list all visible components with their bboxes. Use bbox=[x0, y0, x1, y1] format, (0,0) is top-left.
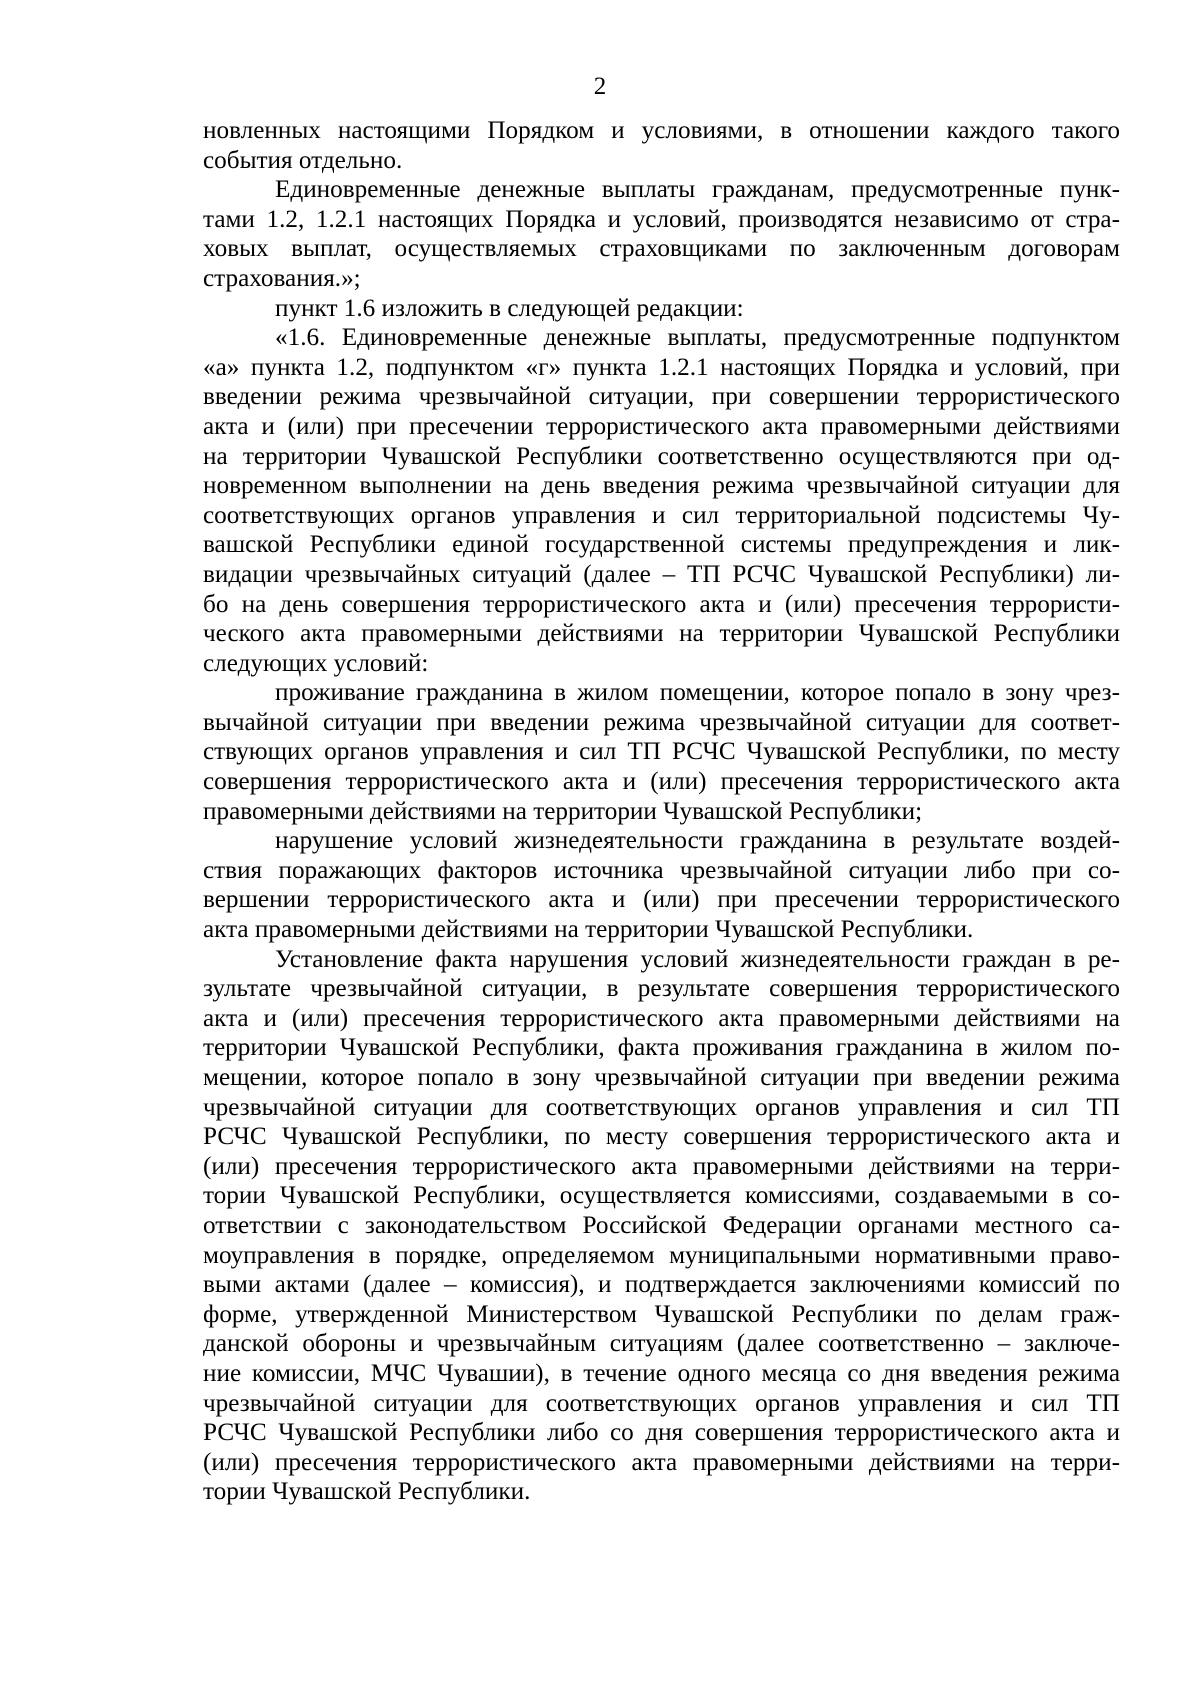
text-line: бо на день совершения террористического акта и (или) пресечения террористи- bbox=[203, 590, 1120, 618]
text-line: ствующих органов управления и сил ТП РСЧС Чувашской Республики, по месту bbox=[203, 738, 1120, 766]
text-line: данской обороны и чрезвычайным ситуациям (далее соответственно – заключе- bbox=[203, 1330, 1120, 1358]
text-line: видации чрезвычайных ситуаций (далее – ТП РСЧС Чувашской Республики) ли- bbox=[203, 560, 1120, 588]
text-line: вычайной ситуации при введении режима чрезвычайной ситуации для соответ- bbox=[203, 708, 1120, 736]
text-line: пункт 1.6 изложить в следующей редакции: bbox=[275, 294, 744, 322]
text-line: зультате чрезвычайной ситуации, в результате совершения террористического bbox=[203, 975, 1120, 1003]
page-number: 2 bbox=[593, 73, 607, 100]
text-line: страхования.»; bbox=[203, 264, 361, 292]
text-line: моуправления в порядке, определяемом муниципальными нормативными право- bbox=[203, 1241, 1120, 1269]
text-line: соответствующих органов управления и сил территориальной подсистемы Чу- bbox=[203, 501, 1120, 529]
text-line: чрезвычайной ситуации для соответствующих органов управления и сил ТП bbox=[203, 1093, 1120, 1121]
text-line: на территории Чувашской Республики соответственно осуществляются при од- bbox=[203, 442, 1120, 470]
text-line: ние комиссии, МЧС Чувашии), в течение одного месяца со дня введения режима bbox=[203, 1359, 1120, 1387]
text-line: тории Чувашской Республики, осуществляется комиссиями, создаваемыми в со- bbox=[203, 1182, 1120, 1210]
text-line: тами 1.2, 1.2.1 настоящих Порядка и условий, производятся независимо от стра- bbox=[203, 205, 1120, 233]
text-line: чрезвычайной ситуации для соответствующих органов управления и сил ТП bbox=[203, 1389, 1120, 1417]
text-line: РСЧС Чувашской Республики, по месту совершения террористического акта и bbox=[203, 1123, 1120, 1151]
text-line: события отдельно. bbox=[203, 146, 403, 174]
document-body bbox=[203, 116, 1120, 1507]
text-line: акта и (или) пресечения террористического акта правомерными действиями на bbox=[203, 1004, 1120, 1032]
text-line: вашской Республики единой государственной системы предупреждения и лик- bbox=[203, 531, 1120, 559]
text-line: территории Чувашской Республики, факта проживания гражданина в жилом по- bbox=[203, 1034, 1120, 1062]
text-line: следующих условий: bbox=[203, 649, 429, 677]
text-line: совершения террористического акта и (или) пресечения террористического акта bbox=[203, 768, 1120, 796]
text-line: акта правомерными действиями на территории Чувашской Республики. bbox=[203, 916, 974, 944]
text-line: нарушение условий жизнедеятельности гражданина в результате воздей- bbox=[275, 827, 1120, 855]
text-line: форме, утвержденной Министерством Чувашской Республики по делам граж- bbox=[203, 1300, 1120, 1328]
text-line: Единовременные денежные выплаты гражданам, предусмотренные пунк- bbox=[275, 176, 1120, 204]
text-line: ответствии с законодательством Российской Федерации органами местного са- bbox=[203, 1211, 1120, 1239]
text-line: правомерными действиями на территории Чувашской Республики; bbox=[203, 797, 923, 825]
text-line: ческого акта правомерными действиями на территории Чувашской Республики bbox=[203, 620, 1120, 648]
text-line: (или) пресечения террористического акта правомерными действиями на терри- bbox=[203, 1152, 1120, 1180]
text-line: ствия поражающих факторов источника чрезвычайной ситуации либо при со- bbox=[203, 856, 1120, 884]
text-line: РСЧС Чувашской Республики либо со дня совершения террористического акта и bbox=[203, 1419, 1120, 1447]
text-line: ховых выплат, осуществляемых страховщиками по заключенным договорам bbox=[203, 235, 1120, 263]
text-line: «а» пункта 1.2, подпунктом «г» пункта 1.2.1 настоящих Порядка и условий, при bbox=[203, 353, 1120, 381]
text-line: тории Чувашской Республики. bbox=[203, 1478, 531, 1506]
text-line: вершении террористического акта и (или) при пресечении террористического bbox=[203, 886, 1120, 914]
text-line: Установление факта нарушения условий жизнедеятельности граждан в ре- bbox=[275, 945, 1120, 973]
text-line: новременном выполнении на день введения режима чрезвычайной ситуации для bbox=[203, 472, 1120, 500]
text-line: «1.6. Единовременные денежные выплаты, предусмотренные подпунктом bbox=[275, 324, 1120, 352]
text-line: выми актами (далее – комиссия), и подтверждается заключениями комиссий по bbox=[203, 1271, 1120, 1299]
text-line: введении режима чрезвычайной ситуации, при совершении террористического bbox=[203, 383, 1120, 411]
text-line: проживание гражданина в жилом помещении, которое попало в зону чрез- bbox=[275, 679, 1120, 707]
text-line: мещении, которое попало в зону чрезвычайной ситуации при введении режима bbox=[203, 1064, 1120, 1091]
text-line: акта и (или) при пресечении террористического акта правомерными действиями bbox=[203, 412, 1120, 440]
text-line: (или) пресечения террористического акта правомерными действиями на терри- bbox=[203, 1448, 1120, 1476]
text-line: новленных настоящими Порядком и условиями, в отношении каждого такого bbox=[203, 117, 1120, 144]
